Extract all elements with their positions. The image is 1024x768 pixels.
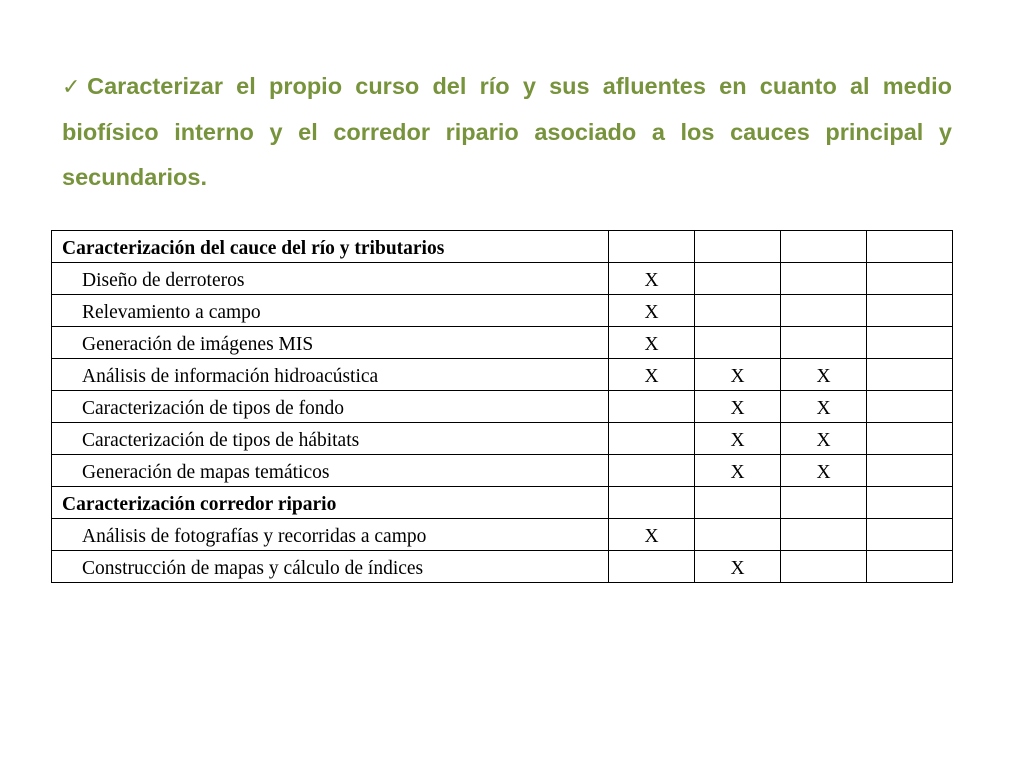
period-2-mark-cell	[695, 295, 781, 327]
activity-label-cell: Generación de mapas temáticos	[52, 455, 609, 487]
activity-label-cell: Caracterización de tipos de hábitats	[52, 423, 609, 455]
period-3-mark-cell	[781, 295, 867, 327]
period-3-mark-cell	[781, 519, 867, 551]
period-3-mark-cell	[781, 327, 867, 359]
activity-label-cell: Análisis de información hidroacústica	[52, 359, 609, 391]
period-4-mark-cell	[867, 519, 953, 551]
period-4-mark-cell	[867, 263, 953, 295]
period-4-mark-cell	[867, 359, 953, 391]
section-title-cell: Caracterización corredor ripario	[52, 487, 609, 519]
table-section-row	[52, 487, 953, 519]
period-4-mark-cell	[867, 295, 953, 327]
period-3-mark-cell: X	[781, 423, 867, 455]
period-2-mark-cell: X	[695, 359, 781, 391]
period-1-mark-cell	[609, 551, 695, 583]
activity-label-cell: Construcción de mapas y cálculo de índices	[52, 551, 609, 583]
period-1-mark-cell	[609, 423, 695, 455]
period-4-mark-cell	[867, 423, 953, 455]
period-3-mark-cell	[781, 263, 867, 295]
activity-label-cell: Diseño de derroteros	[52, 263, 609, 295]
table-row	[52, 551, 953, 583]
table-row	[52, 519, 953, 551]
period-2-mark-cell: X	[695, 423, 781, 455]
period-1-mark-cell: X	[609, 295, 695, 327]
objective-text: Caracterizar el propio curso del río y sus afluentes en cuanto al medio biofísico interno y el corredor ripario asociado a los cauces principal y secundarios.	[62, 73, 952, 190]
period-2-mark-cell	[695, 263, 781, 295]
period-2-mark-cell: X	[695, 391, 781, 423]
table-row	[52, 455, 953, 487]
period-3-mark-cell	[781, 487, 867, 519]
objective-heading	[62, 64, 952, 200]
table-row	[52, 263, 953, 295]
period-1-mark-cell	[609, 455, 695, 487]
period-3-mark-cell	[781, 231, 867, 263]
period-3-mark-cell: X	[781, 359, 867, 391]
period-2-mark-cell: X	[695, 455, 781, 487]
period-1-mark-cell: X	[609, 327, 695, 359]
period-3-mark-cell: X	[781, 455, 867, 487]
period-1-mark-cell: X	[609, 519, 695, 551]
period-4-mark-cell	[867, 231, 953, 263]
period-2-mark-cell	[695, 519, 781, 551]
activity-schedule-table	[51, 230, 953, 583]
period-3-mark-cell	[781, 551, 867, 583]
period-4-mark-cell	[867, 391, 953, 423]
period-4-mark-cell	[867, 551, 953, 583]
table-section-row	[52, 231, 953, 263]
period-4-mark-cell	[867, 327, 953, 359]
period-4-mark-cell	[867, 455, 953, 487]
period-1-mark-cell: X	[609, 359, 695, 391]
table-row	[52, 423, 953, 455]
activity-label-cell: Generación de imágenes MIS	[52, 327, 609, 359]
period-2-mark-cell	[695, 487, 781, 519]
checkmark-icon: ✓	[62, 75, 88, 100]
period-2-mark-cell	[695, 327, 781, 359]
activity-schedule-body	[52, 231, 953, 583]
period-1-mark-cell	[609, 487, 695, 519]
period-1-mark-cell	[609, 231, 695, 263]
period-1-mark-cell: X	[609, 263, 695, 295]
activity-label-cell: Relevamiento a campo	[52, 295, 609, 327]
activity-label-cell: Análisis de fotografías y recorridas a campo	[52, 519, 609, 551]
period-2-mark-cell	[695, 231, 781, 263]
table-row	[52, 327, 953, 359]
table-row	[52, 295, 953, 327]
period-2-mark-cell: X	[695, 551, 781, 583]
section-title-cell: Caracterización del cauce del río y tributarios	[52, 231, 609, 263]
table-row	[52, 391, 953, 423]
period-3-mark-cell: X	[781, 391, 867, 423]
period-4-mark-cell	[867, 487, 953, 519]
activity-label-cell: Caracterización de tipos de fondo	[52, 391, 609, 423]
period-1-mark-cell	[609, 391, 695, 423]
table-row	[52, 359, 953, 391]
